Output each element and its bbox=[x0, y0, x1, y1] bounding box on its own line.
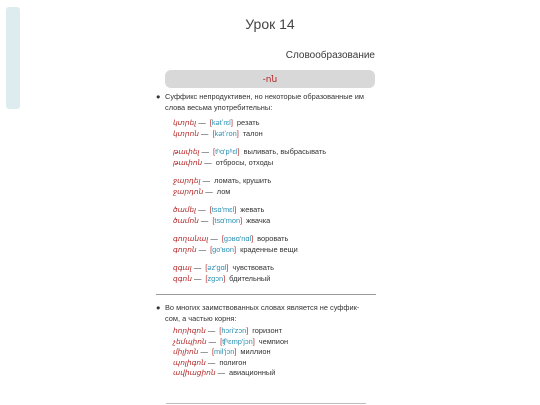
translation: лом bbox=[216, 186, 231, 196]
translation: выливать, выбрасывать bbox=[243, 147, 327, 156]
armenian-word: հորիզոն bbox=[173, 326, 206, 335]
transcription-text: hɔɾi'zɔn bbox=[221, 326, 247, 335]
transcription: [gɔʁɑ'nɑl] bbox=[221, 234, 254, 243]
translation: ломать, крушить bbox=[214, 176, 272, 185]
word-entry bbox=[173, 216, 376, 227]
translation: жвачка bbox=[246, 215, 271, 225]
armenian-word: ավիացիոն bbox=[173, 368, 216, 377]
dash: — bbox=[198, 347, 210, 356]
transcription: [mil'jɔn] bbox=[211, 347, 237, 356]
section-title: Словообразование bbox=[285, 50, 375, 61]
suffix-heading: -ոն bbox=[165, 70, 375, 88]
translation: краденные вещи bbox=[240, 244, 298, 254]
translation: авиационный bbox=[229, 368, 276, 377]
armenian-word: կտրոն bbox=[173, 128, 199, 138]
armenian-word: ծամել bbox=[173, 205, 197, 214]
dash: — bbox=[206, 336, 219, 346]
dash: — bbox=[203, 186, 215, 196]
dash: — bbox=[191, 263, 204, 272]
transcription-text: kətʼɾɛl bbox=[211, 118, 231, 127]
dash: — bbox=[196, 118, 208, 127]
word-entry bbox=[173, 368, 376, 379]
armenian-word: գողոն bbox=[173, 244, 197, 254]
word-pair bbox=[173, 263, 376, 284]
word-entry bbox=[173, 158, 376, 169]
transcription: [tʰɑ'pʰɛl] bbox=[213, 147, 240, 156]
part2-intro bbox=[156, 303, 376, 324]
transcription: [tsɑ'mɛl] bbox=[209, 205, 237, 214]
page-content bbox=[156, 92, 376, 379]
translation: жевать bbox=[240, 205, 265, 214]
armenian-word: ծամոն bbox=[173, 215, 199, 225]
armenian-word: ջարդոն bbox=[173, 186, 204, 196]
intro-line: Во многих заимствованных словах является не суффик- bbox=[165, 303, 360, 312]
armenian-word: պոլիգոն bbox=[173, 357, 206, 367]
word-entry bbox=[173, 337, 376, 348]
translation: отбросы, отходы bbox=[215, 157, 274, 167]
translation: горизонт bbox=[252, 326, 283, 335]
transcription-text: əz'gɑl bbox=[207, 263, 227, 272]
transcription: [tsɑ'mon] bbox=[212, 215, 243, 225]
translation: талон bbox=[242, 128, 263, 138]
dash: — bbox=[205, 326, 218, 335]
dash: — bbox=[196, 244, 209, 254]
armenian-word: գողանալ bbox=[173, 234, 209, 243]
transcription-text: tsɑ'mon bbox=[214, 215, 241, 225]
word-entry bbox=[173, 263, 376, 274]
word-entry bbox=[173, 176, 376, 187]
word-entry bbox=[173, 129, 376, 140]
armenian-word: թափոն bbox=[173, 157, 203, 167]
word-entry bbox=[173, 347, 376, 358]
bottom-divider bbox=[166, 403, 366, 404]
word-pair bbox=[173, 118, 376, 139]
transcription: [zgɔn] bbox=[205, 273, 226, 283]
loanword-list bbox=[173, 326, 376, 379]
dash: — bbox=[198, 128, 211, 138]
lesson-title: Урок 14 bbox=[245, 16, 295, 32]
transcription-text: tsɑ'mɛl bbox=[211, 205, 235, 214]
dash: — bbox=[215, 368, 228, 377]
transcription-text: zgɔn bbox=[207, 273, 224, 283]
word-entry bbox=[173, 245, 376, 256]
word-pair bbox=[173, 205, 376, 226]
word-pair bbox=[173, 234, 376, 255]
bullet-icon: ● bbox=[156, 92, 161, 101]
transcription: [hɔɾi'zɔn] bbox=[219, 326, 249, 335]
transcription-text: mil'jɔn bbox=[214, 347, 235, 356]
intro-line: сом, а частью корня: bbox=[165, 313, 237, 323]
translation: резать bbox=[236, 118, 260, 127]
dash: — bbox=[200, 176, 213, 185]
armenian-word: կտրել bbox=[173, 118, 197, 127]
transcription-text: ʧʰɛmp'jɔn bbox=[222, 336, 253, 346]
word-entry bbox=[173, 205, 376, 216]
transcription-text: go'ʁon bbox=[212, 244, 235, 254]
armenian-word: զգալ bbox=[173, 263, 192, 272]
translation: полигон bbox=[219, 357, 247, 367]
intro-line: Суффикс непродуктивен, но некоторые образованные им bbox=[165, 92, 364, 101]
transcription: [ʧʰɛmp'jɔn] bbox=[220, 336, 255, 346]
translation: воровать bbox=[257, 234, 289, 243]
translation: бдительный bbox=[229, 273, 271, 283]
dash: — bbox=[191, 273, 204, 283]
translation: миллион bbox=[240, 347, 271, 356]
transcription-text: kətʼɾon bbox=[214, 128, 237, 138]
dash: — bbox=[208, 234, 220, 243]
word-groups bbox=[156, 118, 376, 284]
translation: чемпион bbox=[258, 336, 289, 346]
divider bbox=[156, 294, 376, 295]
armenian-word: թափել bbox=[173, 147, 200, 156]
dash: — bbox=[196, 205, 208, 214]
word-pair bbox=[173, 147, 376, 168]
word-entry bbox=[173, 358, 376, 369]
dash: — bbox=[205, 357, 218, 367]
armenian-word: զգոն bbox=[173, 273, 192, 283]
dash: — bbox=[198, 215, 211, 225]
translation: чувствовать bbox=[232, 263, 274, 272]
bullet-icon: ● bbox=[156, 303, 161, 312]
transcription: [go'ʁon] bbox=[210, 244, 237, 254]
word-entry bbox=[173, 118, 376, 129]
transcription-text: gɔʁɑ'nɑl bbox=[223, 234, 252, 243]
word-pair bbox=[173, 176, 376, 197]
word-entry bbox=[173, 326, 376, 337]
armenian-word: չեմպիոն bbox=[173, 336, 207, 346]
armenian-word: միլիոն bbox=[173, 347, 199, 356]
transcription: [əz'gɑl] bbox=[205, 263, 229, 272]
transcription: [kətʼɾɛl] bbox=[209, 118, 233, 127]
word-entry bbox=[173, 274, 376, 285]
dash: — bbox=[202, 157, 214, 167]
armenian-word: ջարդել bbox=[173, 176, 201, 185]
word-entry bbox=[173, 234, 376, 245]
part1-intro bbox=[156, 92, 376, 113]
dash: — bbox=[199, 147, 212, 156]
word-entry bbox=[173, 187, 376, 198]
transcription: [kətʼɾon] bbox=[212, 128, 239, 138]
word-entry bbox=[173, 147, 376, 158]
intro-line: слова весьма употребительны: bbox=[165, 102, 273, 112]
transcription-text: tʰɑ'pʰɛl bbox=[215, 147, 238, 156]
